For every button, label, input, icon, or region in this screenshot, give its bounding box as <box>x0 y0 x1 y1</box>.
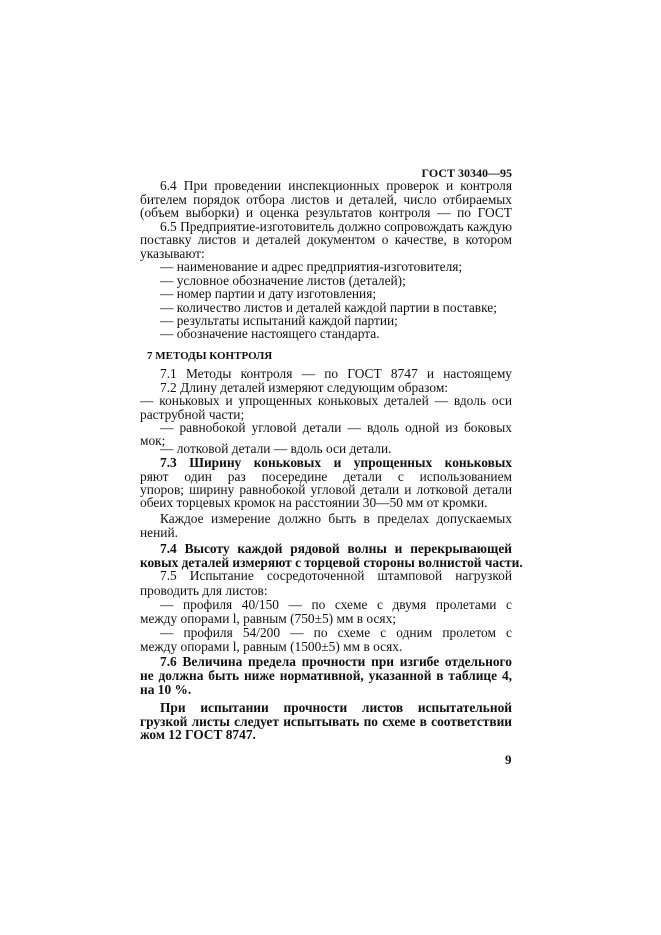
text-line: 7.4 Высоту каждой рядовой волны и перекрывающей <box>160 542 512 556</box>
text-line: ковых деталей измеряют с торцевой стороны волнистой части. <box>140 555 523 570</box>
text-line: обеих торцевых кромок на расстоянии 30—50 мм от кромки. <box>140 495 488 510</box>
text-line: — равнобокой угловой детали — вдоль одной из боковых <box>160 421 512 435</box>
document-header: ГОСТ 30340—95 <box>421 166 512 180</box>
section-heading: 7 МЕТОДЫ КОНТРОЛЯ <box>147 350 273 362</box>
text-line: жом 12 ГОСТ 8747. <box>140 727 256 742</box>
page-number: 9 <box>505 752 512 767</box>
text-line: между опорами l, равным (1500±5) мм в осях. <box>140 639 403 654</box>
text-line: — профиля 40/150 — по схеме с двумя пролетами с <box>160 598 512 612</box>
text-line: 7.3 Ширину коньковых и упрощенных коньковых <box>160 456 512 470</box>
text-line: Каждое измерение должно быть в пределах допускаемых <box>160 512 512 526</box>
text-line: поставку листов и деталей документом о качестве, в котором <box>140 233 512 247</box>
text-line: бителем порядок отбора листов и деталей, число отбираемых <box>140 193 512 207</box>
text-line: грузкой листы следует испытывать по схеме в соответствии <box>140 715 512 729</box>
text-line: указывают: <box>140 246 205 261</box>
list-item: — результаты испытаний каждой партии; <box>160 313 398 328</box>
list-item: — количество листов и деталей каждой партии в поставке; <box>160 300 497 315</box>
text-line: между опорами l, равным (750±5) мм в осях; <box>140 611 396 626</box>
text-line: 7.5 Испытание сосредоточенной штамповой нагрузкой <box>160 569 512 583</box>
text-line: не должна быть ниже нормативной, указанной в таблице 4, <box>140 669 512 683</box>
text-line: мок; <box>140 433 166 448</box>
text-line: 6.5 Предприятие-изготовитель должно сопровождать каждую <box>160 220 512 234</box>
text-line: нений. <box>140 525 178 540</box>
text-line: 7.1 Методы контроля — по ГОСТ 8747 и настоящему <box>160 367 512 381</box>
text-line: 6.4 При проведении инспекционных проверок и контроля <box>160 179 512 193</box>
list-item: — наименование и адрес предприятия-изготовителя; <box>160 259 463 274</box>
text-line: — профиля 54/200 — по схеме с одним пролетом с <box>160 626 512 640</box>
text-line: на 10 %. <box>140 682 192 697</box>
text-line: При испытании прочности листов испытательной <box>160 701 512 715</box>
text-line: 7.2 Длину деталей измеряют следующим образом: <box>160 380 449 395</box>
text-line: проводить для листов: <box>140 583 268 598</box>
text-line: 7.6 Величина предела прочности при изгибе отдельного <box>160 655 512 669</box>
text-line: ряют один раз посередине детали с использованием <box>140 470 512 484</box>
list-item: — номер партии и дату изготовления; <box>160 286 377 301</box>
list-item: — условное обозначение листов (деталей); <box>160 273 406 288</box>
text-line: упоров; ширину равнобокой угловой детали и лотковой детали <box>140 483 512 497</box>
text-line: — лотковой детали — вдоль оси детали. <box>160 441 392 456</box>
text-line: раструбной части; <box>140 407 245 422</box>
text-line: — коньковых и упрощенных коньковых деталей — вдоль оси <box>140 394 512 408</box>
text-line: (объем выборки) и оценка результатов контроля — по ГОСТ <box>140 206 512 220</box>
list-item: — обозначение настоящего стандарта. <box>160 326 380 341</box>
